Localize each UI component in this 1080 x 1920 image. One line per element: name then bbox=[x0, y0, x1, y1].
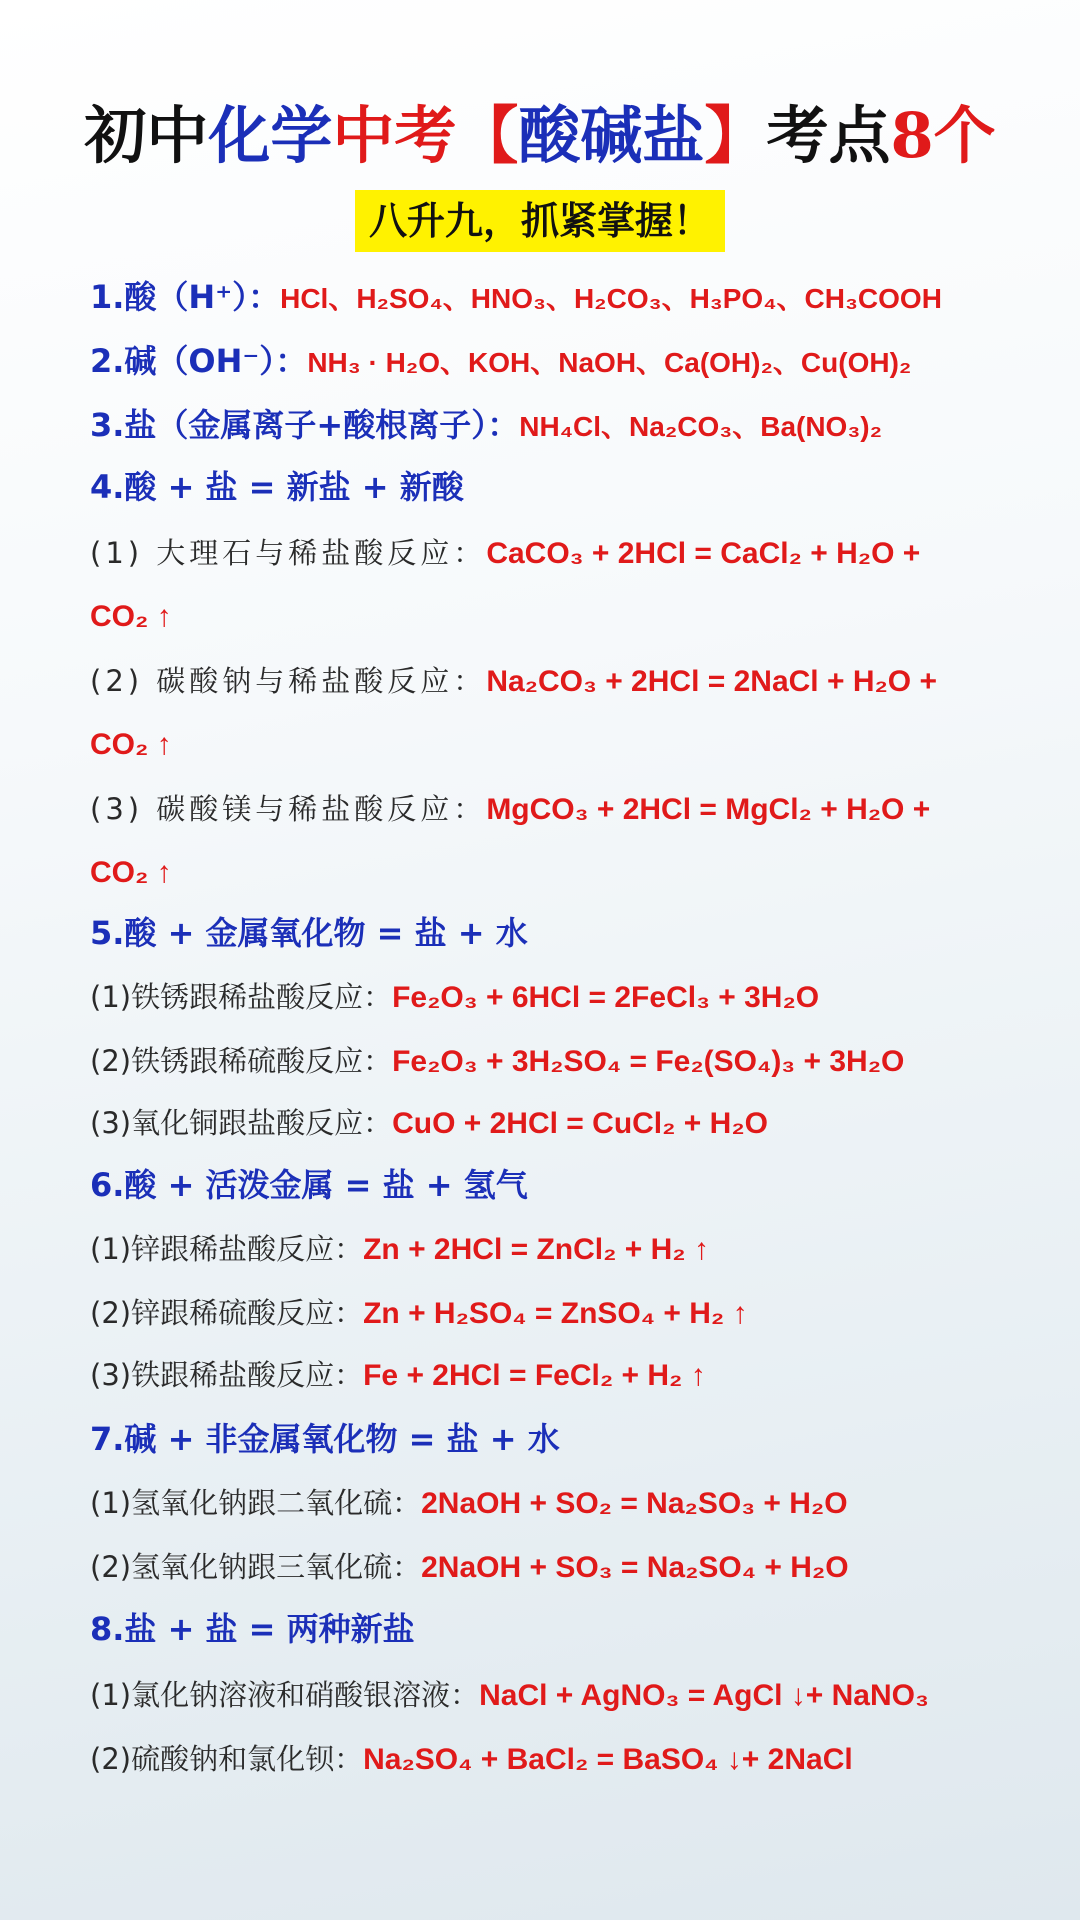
reaction-item bbox=[90, 1224, 990, 1275]
reaction-label: (1)氢氧化钠跟二氧化硫： bbox=[90, 1486, 422, 1520]
title-part: 】 bbox=[704, 99, 767, 172]
section-heading: 3.盐（金属离子+酸根离子）： bbox=[90, 406, 520, 444]
section-7-heading: 7.碱 + 非金属氧化物 = 盐 + 水 bbox=[90, 1420, 560, 1458]
reaction-label: (1)氯化钠溶液和硝酸银溶液： bbox=[90, 1678, 480, 1712]
title-part: 8个 bbox=[890, 99, 996, 172]
equation: 2NaOH + SO₂ = Na₂SO₃ + H₂O bbox=[421, 1487, 848, 1520]
section-4-heading: 4.酸 + 盐 = 新盐 + 新酸 bbox=[90, 468, 464, 506]
reaction-item bbox=[90, 1036, 990, 1087]
equation: Zn + H₂SO₄ = ZnSO₄ + H₂ ↑ bbox=[363, 1297, 748, 1330]
reaction-label: (3) 碳酸镁与稀盐酸反应： bbox=[90, 792, 487, 826]
section-1 bbox=[90, 272, 990, 324]
equation-continuation: CO₂ ↑ bbox=[90, 856, 172, 889]
subtitle: 八升九，抓紧掌握！ bbox=[355, 190, 725, 252]
reaction-label: (1) 大理石与稀盐酸反应： bbox=[90, 536, 487, 570]
page-title bbox=[0, 96, 1080, 176]
equation-continuation: CO₂ ↑ bbox=[90, 600, 172, 633]
formula-list: NH₃ · H₂O、KOH、NaOH、Ca(OH)₂、Cu(OH)₂ bbox=[307, 347, 912, 378]
equation: Fe₂O₃ + 3H₂SO₄ = Fe₂(SO₄)₃ + 3H₂O bbox=[392, 1045, 905, 1078]
reaction-label: (1)锌跟稀盐酸反应： bbox=[90, 1232, 364, 1266]
title-part: 化学 bbox=[208, 99, 333, 172]
equation: Na₂SO₄ + BaCl₂ = BaSO₄ ↓+ 2NaCl bbox=[363, 1743, 853, 1776]
reaction-item bbox=[90, 1670, 990, 1721]
reaction-item bbox=[90, 656, 990, 707]
reaction-label: (3)氧化铜跟盐酸反应： bbox=[90, 1106, 393, 1140]
reaction-label: (1)铁锈跟稀盐酸反应： bbox=[90, 980, 393, 1014]
section-heading: 2.碱（OH⁻）： bbox=[90, 342, 308, 380]
formula-list: NH₄Cl、Na₂CO₃、Ba(NO₃)₂ bbox=[519, 411, 883, 442]
section-2 bbox=[90, 336, 990, 388]
section-3 bbox=[90, 400, 990, 452]
equation: CaCO₃ + 2HCl = CaCl₂ + H₂O + bbox=[486, 537, 921, 570]
section-8-heading: 8.盐 + 盐 = 两种新盐 bbox=[90, 1610, 415, 1648]
reaction-item bbox=[90, 1350, 990, 1401]
title-part: 中考【 bbox=[332, 99, 519, 172]
reaction-label: (2)硫酸钠和氯化钡： bbox=[90, 1742, 364, 1776]
subtitle-row bbox=[0, 190, 1080, 252]
title-part: 初中 bbox=[84, 99, 209, 172]
reaction-label: (2) 碳酸钠与稀盐酸反应： bbox=[90, 664, 487, 698]
reaction-item bbox=[90, 1098, 990, 1149]
equation: Fe + 2HCl = FeCl₂ + H₂ ↑ bbox=[363, 1359, 706, 1392]
equation: Na₂CO₃ + 2HCl = 2NaCl + H₂O + bbox=[486, 665, 938, 698]
equation: NaCl + AgNO₃ = AgCl ↓+ NaNO₃ bbox=[479, 1679, 929, 1712]
equation-continuation: CO₂ ↑ bbox=[90, 728, 172, 761]
reaction-item bbox=[90, 1542, 990, 1593]
reaction-label: (2)铁锈跟稀硫酸反应： bbox=[90, 1044, 393, 1078]
section-heading: 1.酸（H⁺）： bbox=[90, 278, 281, 316]
section-5-heading: 5.酸 + 金属氧化物 = 盐 + 水 bbox=[90, 914, 528, 952]
equation: 2NaOH + SO₃ = Na₂SO₄ + H₂O bbox=[421, 1551, 849, 1584]
formula-list: HCl、H₂SO₄、HNO₃、H₂CO₃、H₃PO₄、CH₃COOH bbox=[280, 283, 942, 314]
equation: Zn + 2HCl = ZnCl₂ + H₂ ↑ bbox=[363, 1233, 709, 1266]
equation: Fe₂O₃ + 6HCl = 2FeCl₃ + 3H₂O bbox=[392, 981, 820, 1014]
title-part: 酸碱盐 bbox=[518, 99, 705, 172]
reaction-item bbox=[90, 1288, 990, 1339]
equation: MgCO₃ + 2HCl = MgCl₂ + H₂O + bbox=[486, 793, 931, 826]
reaction-label: (3)铁跟稀盐酸反应： bbox=[90, 1358, 364, 1392]
reaction-item bbox=[90, 528, 990, 579]
reaction-item bbox=[90, 972, 990, 1023]
equation: CuO + 2HCl = CuCl₂ + H₂O bbox=[392, 1107, 768, 1140]
reaction-item bbox=[90, 1734, 990, 1785]
reaction-item bbox=[90, 784, 990, 835]
reaction-label: (2)氢氧化钠跟三氧化硫： bbox=[90, 1550, 422, 1584]
reaction-item bbox=[90, 1478, 990, 1529]
title-part: 考点 bbox=[766, 99, 891, 172]
reaction-label: (2)锌跟稀硫酸反应： bbox=[90, 1296, 364, 1330]
section-6-heading: 6.酸 + 活泼金属 = 盐 + 氢气 bbox=[90, 1166, 528, 1204]
